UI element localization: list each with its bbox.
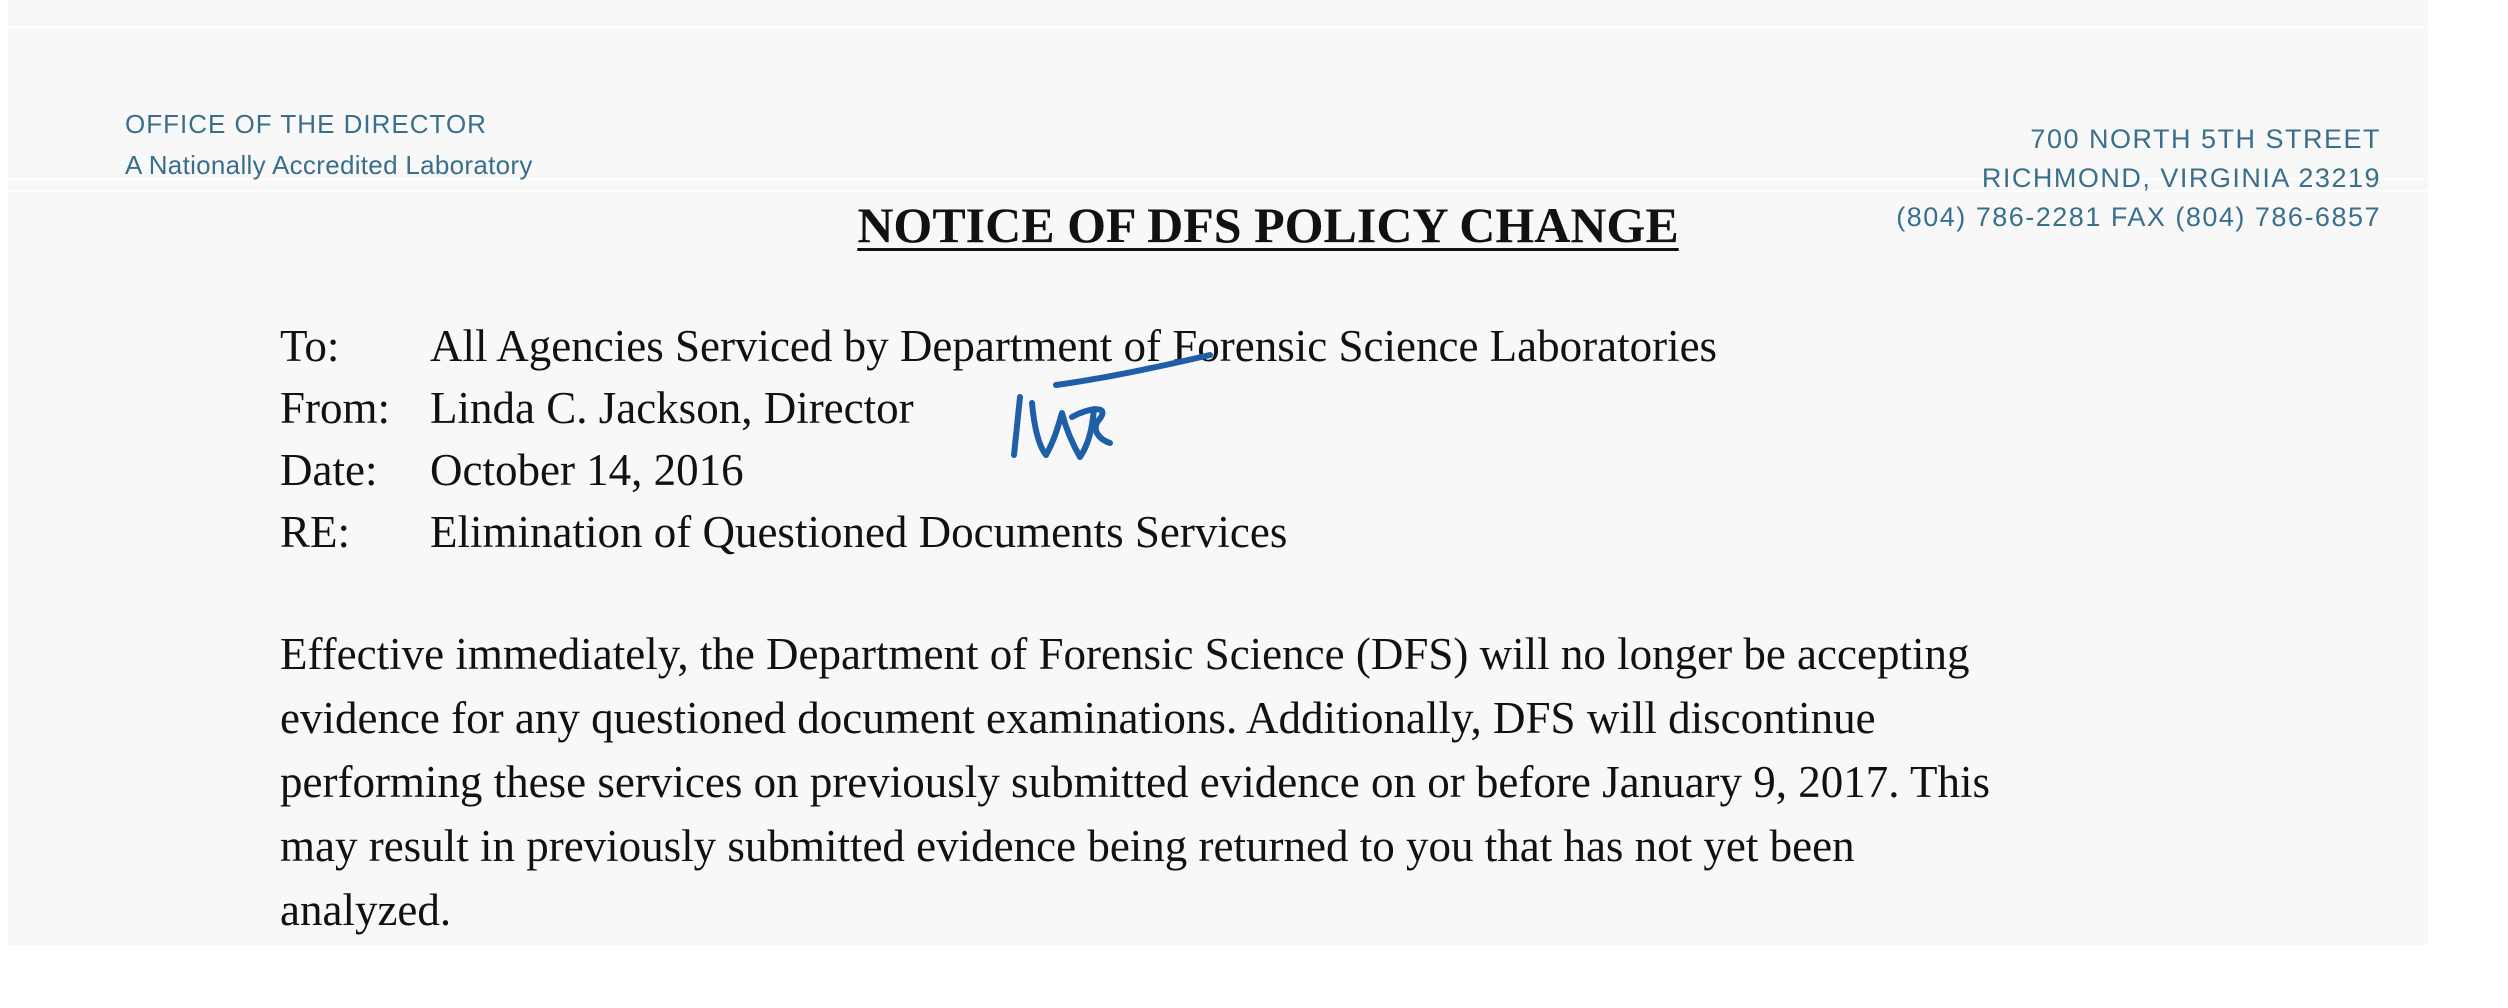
date-label: Date:: [280, 445, 378, 495]
document-page: [8, 0, 2428, 945]
from-label: From:: [280, 383, 391, 433]
initials-stroke: [1056, 355, 1210, 385]
handwritten-initials: [980, 345, 1220, 465]
body-line: performing these services on previously submitted evidence on or before January 9, 2017. This: [280, 757, 1990, 807]
from-value: Linda C. Jackson, Director: [430, 383, 914, 433]
office-subtitle: A Nationally Accredited Laboratory: [125, 150, 533, 180]
re-value: Elimination of Questioned Documents Services: [430, 507, 1288, 557]
body-line: evidence for any questioned document examinations. Additionally, DFS will discontinue: [280, 693, 1876, 743]
scan-artifact: [8, 26, 2428, 28]
address-city: RICHMOND, VIRGINIA 23219: [1981, 163, 2381, 193]
to-label: To:: [280, 321, 340, 371]
initials-stroke: [1014, 397, 1020, 455]
date-value: October 14, 2016: [430, 445, 744, 495]
address-phone: (804) 786-2281 FAX (804) 786-6857: [1896, 202, 2381, 232]
body-line: may result in previously submitted evidence being returned to you that has not yet been: [280, 821, 1855, 871]
body-line: analyzed.: [280, 885, 452, 935]
notice-body: [280, 622, 1990, 942]
body-line: Effective immediately, the Department of Forensic Science (DFS) will no longer be accepting: [280, 629, 1970, 679]
notice-title: NOTICE OF DFS POLICY CHANGE: [857, 197, 1679, 253]
to-value: All Agencies Serviced by Department of Forensic Science Laboratories: [430, 321, 1718, 371]
office-title: OFFICE OF THE DIRECTOR: [125, 109, 487, 139]
letterhead-office: [125, 104, 533, 186]
re-label: RE:: [280, 507, 351, 557]
address-street: 700 NORTH 5TH STREET: [2030, 124, 2381, 154]
